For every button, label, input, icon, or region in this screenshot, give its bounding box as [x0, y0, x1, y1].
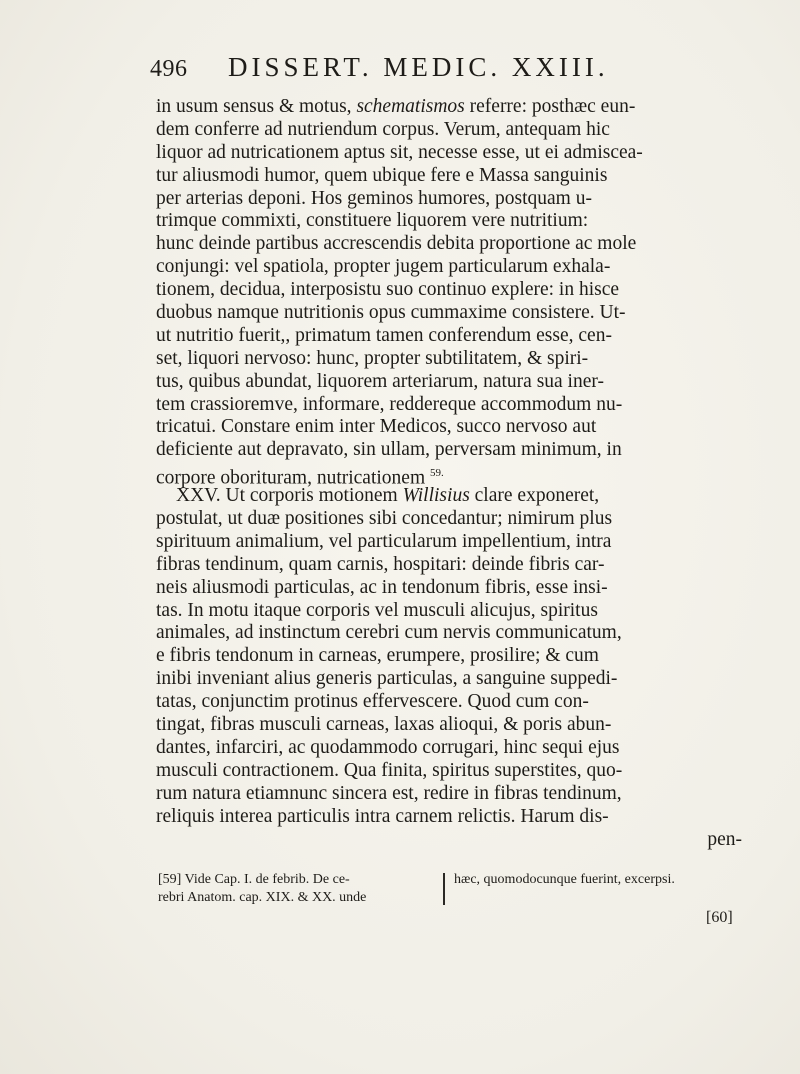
- text-line: corpore oborituram, nutricationem $^{59.}$: [156, 467, 444, 489]
- text-line: conjungi: vel spatiola, propter jugem particularum exhala-: [156, 256, 611, 278]
- footnote-left-column: [158, 871, 448, 907]
- text-line: musculi contractionem. Qua finita, spiritus superstites, quo-: [156, 759, 623, 781]
- text-line: animales, ad instinctum cerebri cum nervis communicatum,: [156, 622, 622, 644]
- text-line: per arterias deponi. Hos geminos humores, postquam u-: [156, 187, 592, 209]
- italic-author: Willisius: [402, 485, 470, 507]
- text-line: inibi inveniant alius generis particulas, a sanguine suppedi-: [156, 668, 618, 690]
- text-line: set, liquori nervoso: hunc, propter subtilitatem, & spiri-: [156, 347, 589, 369]
- text-line: tas. In motu itaque corporis vel musculi alicujus, spiritus: [156, 599, 598, 621]
- footnote-line: [59] Vide Cap. I. de febrib. De ce-: [158, 872, 350, 887]
- text-line: in usum sensus & motus, schematismos referre: posthæc eun-: [156, 96, 636, 117]
- footnote-line: hæc, quomodocunque fuerint, excerpsi.: [454, 872, 675, 887]
- text-line: ut nutritio fuerit,, primatum tamen conferendum esse, cen-: [156, 324, 612, 346]
- page-header: [150, 52, 750, 92]
- text-line: dem conferre ad nutriendum corpus. Verum, antequam hic: [156, 118, 610, 140]
- text-line: tus, quibus abundat, liquorem arteriarum, natura sua iner-: [156, 370, 604, 392]
- footnote-right-column: [454, 871, 675, 889]
- text-line: spirituum animalium, vel particularum impellentium, intra: [156, 530, 612, 552]
- catchword: pen-: [707, 828, 742, 850]
- italic-term: schematismos: [356, 96, 465, 117]
- text-line: postulat, ut duæ positiones sibi concedantur; nimirum plus: [156, 508, 613, 530]
- text-line: tingat, fibras musculi carneas, laxas alioqui, & poris abun-: [156, 714, 612, 736]
- paragraph-start: XXV. Ut corporis motionem Willisius clare exponeret,: [176, 485, 600, 507]
- text-line: deficiente aut depravato, sin ullam, perversam minimum, in: [156, 439, 622, 461]
- text-line: reliquis interea particulis intra carnem relictis. Harum dis-: [156, 805, 609, 827]
- text-line: duobus namque nutritionis opus cummaxime consistere. Ut-: [156, 302, 626, 324]
- text-line: hunc deinde partibus accrescendis debita proportione ac mole: [156, 233, 637, 255]
- footnote-column-divider: [443, 873, 445, 905]
- body-text: [156, 96, 742, 851]
- text-line: tem crassioremve, informare, reddereque accommodum nu-: [156, 393, 623, 415]
- text-line: dantes, infarciri, ac quodammodo corrugari, hinc sequi ejus: [156, 736, 620, 758]
- text-line: rum natura etiamnunc sincera est, redire in fibras tendinum,: [156, 782, 622, 804]
- page-number: 496: [150, 56, 188, 82]
- text-line: tatas, conjunctim protinus effervescere. Quod cum con-: [156, 691, 589, 713]
- text-line: tionem, decidua, interposistu suo continuo explere: in hisce: [156, 279, 620, 301]
- text-line: e fibris tendonum in carneas, erumpere, prosilire; & cum: [156, 645, 599, 667]
- text-line: fibras tendinum, quam carnis, hospitari: deinde fibris car-: [156, 553, 605, 575]
- text-line: trimque commixti, constituere liquorem vere nutritium:: [156, 210, 589, 232]
- running-title: DISSERT. MEDIC. XXIII.: [228, 52, 609, 82]
- text-line: tur aliusmodi humor, quem ubique fere e Massa sanguinis: [156, 164, 608, 186]
- footnote-reference: 59.: [430, 467, 444, 480]
- signature-mark: [60]: [706, 909, 733, 926]
- text-line: neis aliusmodi particulas, ac in tendonum fibris, esse insi-: [156, 576, 608, 598]
- footnote-line: rebri Anatom. cap. XIX. & XX. unde: [158, 890, 367, 905]
- text-line: liquor ad nutricationem aptus sit, necesse esse, ut ei admiscea-: [156, 141, 643, 163]
- text-line: tricatui. Constare enim inter Medicos, succo nervoso aut: [156, 416, 597, 438]
